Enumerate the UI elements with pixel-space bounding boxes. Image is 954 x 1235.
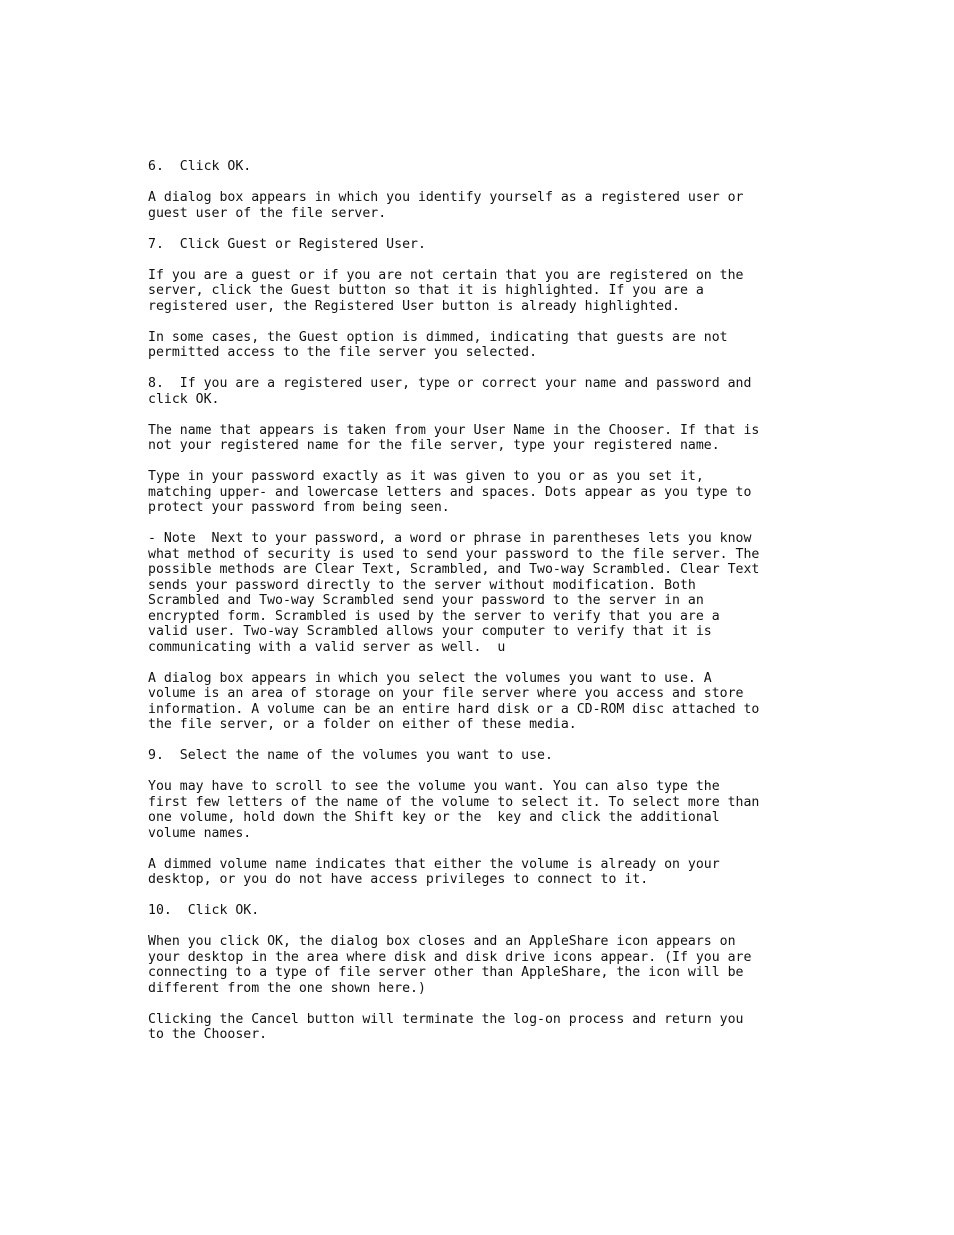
paragraph-user-name: The name that appears is taken from your User Name in the Chooser. If that is not your registered name for the file server, type your registered name. — [148, 422, 760, 453]
paragraph-guest-or-registered: If you are a guest or if you are not certain that you are registered on the server, click the Guest button so that it is highlighted. If you are a registered user, the Registered User button is already highlighted. — [148, 267, 744, 314]
paragraph-password: Type in your password exactly as it was given to you or as you set it, matching upper- and lowercase letters and spaces. Dots appear as you type to protect your password from being seen. — [148, 469, 752, 515]
note-security-methods: - Note Next to your password, a word or phrase in parentheses lets you know what method of security is used to send your password to the file server. The possible methods are Clear Text, Scrambled, and Two-way Scrambled. Clear Text sends your password directly to the server without modification. Both Scrambled and Two-way Scrambled send your password to the server in an encrypted form. Scrambled is used by the server to verify that you are a valid user. Two-way Scrambled allows your computer to verify that it is communicating with a valid server as well. u — [148, 531, 760, 655]
step-7: 7. Click Guest or Registered User. — [148, 236, 426, 252]
paragraph-guest-dimmed: In some cases, the Guest option is dimmed, indicating that guests are not permitted access to the file server you selected. — [148, 329, 728, 360]
paragraph-dimmed-volume: A dimmed volume name indicates that either the volume is already on your desktop, or you do not have access privileges to connect to it. — [148, 856, 720, 887]
step-8: 8. If you are a registered user, type or correct your name and password and click OK. — [148, 376, 752, 407]
document-page — [148, 159, 848, 1058]
step-6: 6. Click OK. — [148, 159, 252, 174]
step-9: 9. Select the name of the volumes you want to use. — [148, 748, 553, 763]
paragraph-scroll-volumes: You may have to scroll to see the volume you want. You can also type the first few letters of the name of the volume to select it. To select more than one volume, hold down the Shift key or the key and click the additional volume names. — [148, 779, 760, 841]
paragraph-volumes-dialog: A dialog box appears in which you select the volumes you want to use. A volume is an area of storage on your file server where you access and store information. A volume can be an entire hard disk or a CD-ROM disc attached to the file server, or a folder on either of these media. — [148, 670, 760, 732]
paragraph-identify-dialog: A dialog box appears in which you identify yourself as a registered user or guest user of the file server. — [148, 190, 744, 221]
paragraph-cancel: Clicking the Cancel button will terminate the log-on process and return you to the Chooser. — [148, 1011, 744, 1042]
paragraph-appleshare-icon: When you click OK, the dialog box closes and an AppleShare icon appears on your desktop in the area where disk and disk drive icons appear. (If you are connecting to a type of file server other than AppleShare, the icon will be different from the one shown here.) — [148, 934, 752, 996]
step-10: 10. Click OK. — [148, 903, 260, 918]
